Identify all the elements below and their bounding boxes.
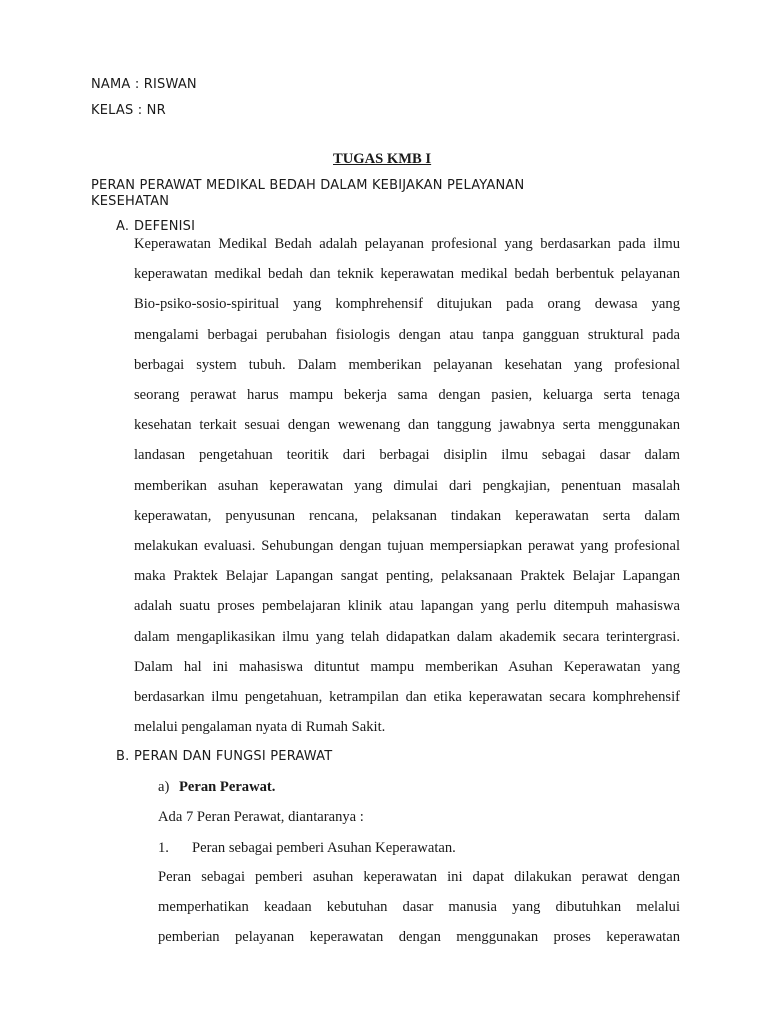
paragraph-line: melakukan evaluasi. Sehubungan dengan tujuan mempersiapkan perawat yang profesional xyxy=(134,538,680,555)
student-class: KELAS : NR xyxy=(91,103,166,118)
paragraph-line: Keperawatan Medikal Bedah adalah pelayanan profesional yang berdasarkan pada ilmu xyxy=(134,236,680,252)
subtitle-line-2: KESEHATAN xyxy=(91,194,170,209)
paragraph-line: adalah suatu proses pembelajaran klinik atau lapangan yang perlu ditempuh mahasiswa xyxy=(134,598,680,615)
list-item-title: Peran sebagai pemberi Asuhan Keperawatan. xyxy=(192,840,456,856)
paragraph-line: landasan pengetahuan teoritik dari berbagai disiplin ilmu sebagai dasar dalam xyxy=(134,447,680,464)
paragraph-line: pemberian pelayanan keperawatan dengan menggunakan proses keperawatan xyxy=(158,929,680,945)
section-b-heading: PERAN DAN FUNGSI PERAWAT xyxy=(134,749,333,764)
paragraph-line: Bio-psiko-sosio-spiritual yang komphrehensif ditujukan pada orang dewasa yang xyxy=(134,296,680,313)
student-name: NAMA : RISWAN xyxy=(91,77,197,92)
paragraph-line: berdasarkan ilmu pengetahuan, ketrampilan dan etika keperawatan secara komphrehensif xyxy=(134,689,680,706)
section-b-marker: B. xyxy=(116,749,130,764)
paragraph-line: keperawatan, penyusunan rencana, pelaksanan tindakan keperawatan serta dalam xyxy=(134,507,680,524)
paragraph-line: memberikan asuhan keperawatan yang dimulai dari pengkajian, penentuan masalah xyxy=(134,477,680,494)
subsection-marker: a) xyxy=(158,779,170,795)
subtitle-line-1: PERAN PERAWAT MEDIKAL BEDAH DALAM KEBIJAKAN PELAYANAN xyxy=(91,178,525,193)
paragraph-line: seorang perawat harus mampu bekerja sama dengan pasien, keluarga serta tenaga xyxy=(134,387,680,404)
paragraph-line: memperhatikan keadaan kebutuhan dasar manusia yang dibutuhkan melalui xyxy=(158,899,680,915)
paragraph-line: melalui pengalaman nyata di Rumah Sakit. xyxy=(134,719,386,736)
list-item-paragraph xyxy=(158,862,680,952)
section-a-paragraph xyxy=(134,229,680,742)
paragraph-line: kesehatan terkait sesuai dengan wewenang dan tanggung jawabnya serta menggunakan xyxy=(134,417,680,434)
paragraph-line: maka Praktek Belajar Lapangan sangat penting, pelaksanaan Praktek Belajar Lapangan xyxy=(134,568,680,585)
subsection-heading: Peran Perawat. xyxy=(179,779,276,795)
section-a-marker: A. xyxy=(116,219,130,234)
paragraph-line: Peran sebagai pemberi asuhan keperawatan ini dapat dilakukan perawat dengan xyxy=(158,869,680,885)
roles-intro: Ada 7 Peran Perawat, diantaranya : xyxy=(158,809,364,825)
paragraph-line: berbagai system tubuh. Dalam memberikan pelayanan kesehatan yang profesional xyxy=(134,356,680,373)
document-title: TUGAS KMB I xyxy=(333,151,432,167)
paragraph-line: mengalami berbagai perubahan fisiologis dengan atau tanpa gangguan struktural pada xyxy=(134,326,680,343)
section-a-heading: DEFENISI xyxy=(134,219,196,234)
paragraph-line: dalam mengaplikasikan ilmu yang telah didapatkan dalam akademik secara terintergrasi. xyxy=(134,628,680,645)
paragraph-line: keperawatan medikal bedah dan teknik keperawatan medikal bedah berbentuk pelayanan xyxy=(134,266,680,283)
paragraph-line: Dalam hal ini mahasiswa dituntut mampu memberikan Asuhan Keperawatan yang xyxy=(134,658,680,675)
list-item-number: 1. xyxy=(158,840,169,856)
